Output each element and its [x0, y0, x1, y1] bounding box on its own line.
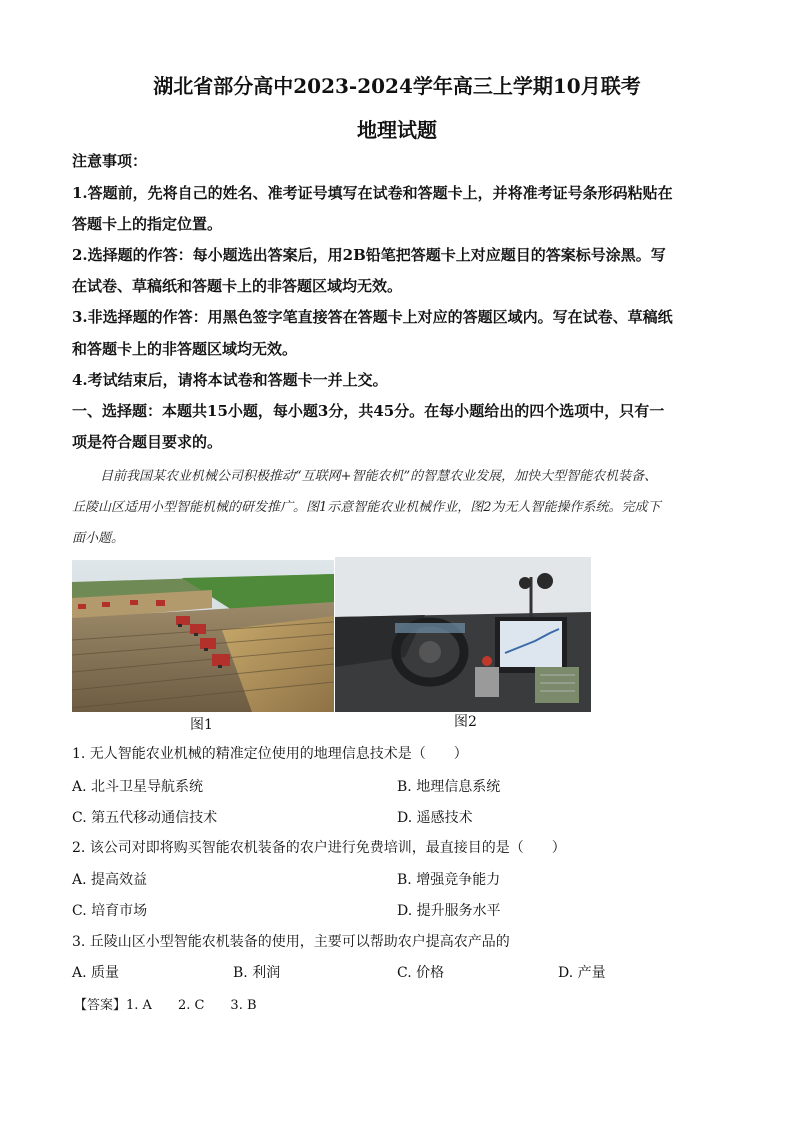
- figure-2-control-system-photo: [335, 557, 591, 712]
- note-line: 2.选择题的作答：每小题选出答案后，用2B铅笔把答题卡上对应题目的答案标号涂黑。写: [72, 246, 666, 264]
- exam-title: 湖北省部分高中2023-2024学年高三上学期10月联考: [153, 74, 641, 98]
- section-heading-cont: 项是符合题目要求的。: [72, 433, 223, 451]
- question-3-option-c[interactable]: C. 价格: [397, 965, 445, 981]
- figure-2-caption: 图2: [454, 714, 477, 730]
- question-3-option-b[interactable]: B. 利润: [233, 965, 281, 981]
- question-2-stem: 2. 该公司对即将购买智能农机装备的农户进行免费培训，最直接目的是（ ）: [72, 840, 566, 856]
- question-2-option-d[interactable]: D. 提升服务水平: [397, 903, 501, 919]
- exam-subtitle: 地理试题: [357, 118, 437, 142]
- note-line: 和答题卡上的非答题区域均无效。: [72, 340, 298, 358]
- figure-1-farm-machinery-photo: [72, 560, 334, 712]
- answer-text: 1. A 2. C 3. B: [126, 998, 257, 1013]
- note-line: 答题卡上的指定位置。: [72, 215, 223, 233]
- question-2-option-a[interactable]: A. 提高效益: [72, 872, 148, 888]
- note-line: 4.考试结束后，请将本试卷和答题卡一并上交。: [72, 371, 388, 389]
- notes-heading: 注意事项：: [72, 152, 148, 170]
- answer-line: [74, 994, 257, 1013]
- question-1-option-b[interactable]: B. 地理信息系统: [397, 779, 501, 795]
- question-3-option-d[interactable]: D. 产量: [558, 965, 606, 981]
- question-1-option-a[interactable]: A. 北斗卫星导航系统: [72, 779, 204, 795]
- passage-line: 丘陵山区适用小型智能机械的研发推广。图1示意智能农业机械作业，图2为无人智能操作系统。完成下: [72, 500, 661, 515]
- passage-line: 目前我国某农业机械公司积极推动“互联网+智能农机”的智慧农业发展，加快大型智能农机装备、: [100, 469, 658, 484]
- note-line: 在试卷、草稿纸和答题卡上的非答题区域均无效。: [72, 277, 403, 295]
- question-3-option-a[interactable]: A. 质量: [72, 965, 120, 981]
- question-2-option-c[interactable]: C. 培育市场: [72, 903, 148, 919]
- section-heading: 一、选择题：本题共15小题，每小题3分，共45分。在每小题给出的四个选项中，只有一: [72, 402, 665, 420]
- question-3-stem: 3. 丘陵山区小型智能农机装备的使用，主要可以帮助农户提高农产品的: [72, 934, 510, 950]
- passage-line: 面小题。: [72, 531, 125, 546]
- question-2-option-b[interactable]: B. 增强竞争能力: [397, 872, 501, 888]
- question-1-stem: 1. 无人智能农业机械的精准定位使用的地理信息技术是（ ）: [72, 746, 468, 762]
- figure-1-caption: 图1: [190, 717, 213, 733]
- question-1-option-d[interactable]: D. 遥感技术: [397, 810, 473, 826]
- note-line: 1.答题前，先将自己的姓名、准考证号填写在试卷和答题卡上，并将准考证号条形码粘贴在: [72, 184, 673, 202]
- note-line: 3.非选择题的作答：用黑色签字笔直接答在答题卡上对应的答题区域内。写在试卷、草稿纸: [72, 308, 673, 326]
- question-1-option-c[interactable]: C. 第五代移动通信技术: [72, 810, 218, 826]
- answer-tag: 【答案】: [74, 998, 127, 1013]
